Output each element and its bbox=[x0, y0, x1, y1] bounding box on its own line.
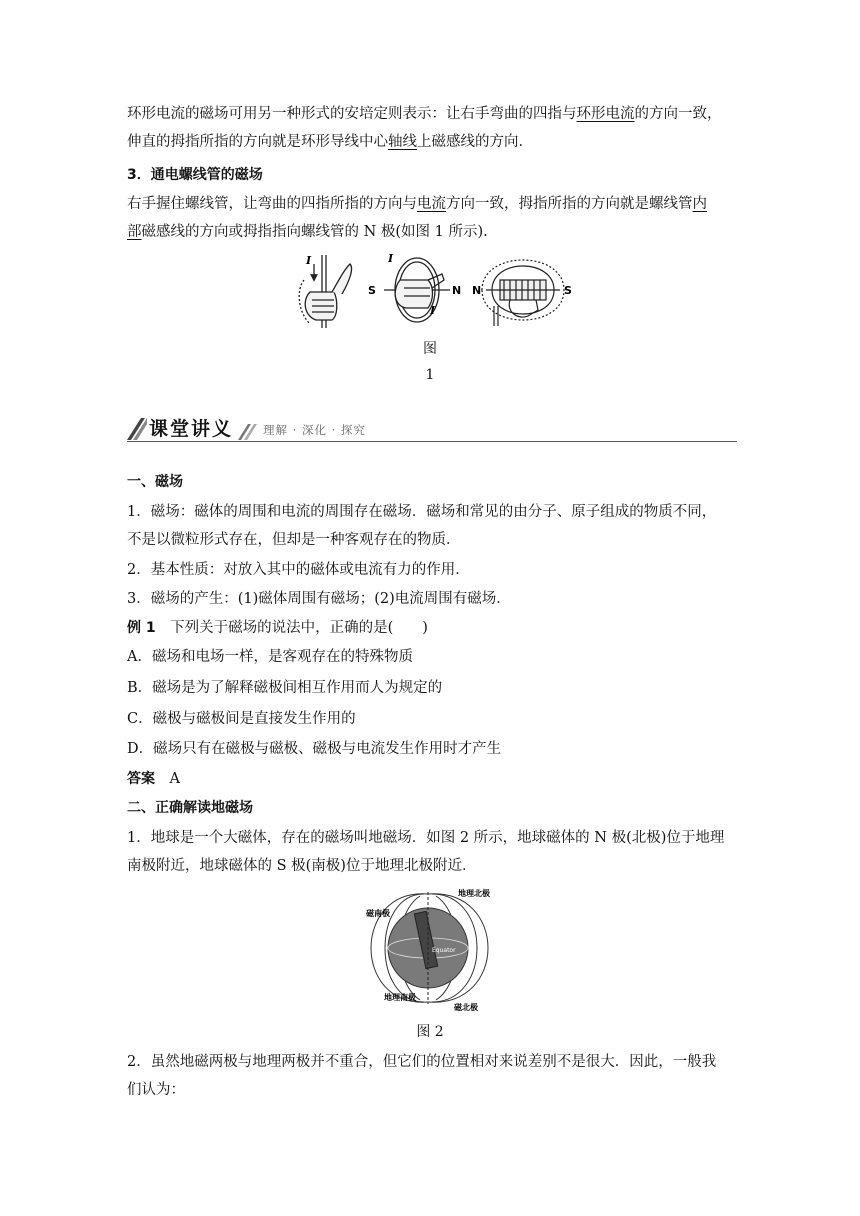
text-run: 的方向一致， bbox=[634, 106, 722, 122]
paragraph bbox=[127, 824, 737, 880]
solenoid-panel bbox=[482, 260, 564, 326]
text-run: 磁感线的方向或拇指指向螺线管的 N 极(如图 1 所示). bbox=[141, 224, 488, 240]
text-line: 南极附近，地球磁体的 S 极(南极)位于地理北极附近． bbox=[127, 858, 477, 874]
underlined-term: 轴线 bbox=[388, 134, 417, 150]
example-label: 例 1 bbox=[127, 620, 156, 636]
equator-label: Equator bbox=[432, 947, 456, 954]
paragraph: 2．基本性质：对放入其中的磁体或电流有力的作用． bbox=[127, 562, 470, 578]
label-geographic-south: 地理南极 bbox=[384, 993, 416, 1002]
section-heading-magnetic-field: 一、磁场 bbox=[127, 474, 183, 490]
text-run: 上磁感线的方向． bbox=[417, 134, 533, 150]
label-geographic-north: 地理北极 bbox=[458, 889, 490, 898]
figure-1-caption-line1: 图 bbox=[423, 341, 437, 357]
banner-title: 课堂讲义 bbox=[149, 418, 234, 440]
section-banner bbox=[127, 414, 737, 442]
current-label: I bbox=[306, 254, 312, 267]
text-line: 1．磁场：磁体的周围和电流的周围存在磁场．磁场和常见的由分子、原子组成的物质不同， bbox=[127, 504, 717, 520]
pole-label-s: S bbox=[368, 284, 376, 297]
option-d: D．磁场只有在磁极与磁极、磁极与电流发生作用时才产生 bbox=[127, 741, 502, 757]
figure-1-right-hand-rule bbox=[292, 250, 582, 330]
banner-subtitle: 理解 · 深化 · 探究 bbox=[263, 423, 366, 437]
text-run: 右手握住螺线管，让弯曲的四指所指的方向与 bbox=[127, 196, 417, 212]
pole-label-n: N bbox=[452, 284, 462, 297]
answer-line bbox=[127, 765, 737, 793]
example-question bbox=[127, 614, 737, 642]
underlined-term: 环形电流 bbox=[576, 106, 635, 122]
text-run: 环形电流的磁场可用另一种形式的安培定则表示：让右手弯曲的四指与 bbox=[127, 106, 577, 122]
option-c: C．磁极与磁极间是直接发生作用的 bbox=[127, 711, 356, 727]
banner-stripes-icon bbox=[127, 418, 147, 440]
label-magnetic-north: 磁北极 bbox=[454, 1003, 478, 1012]
text-line: 们认为： bbox=[127, 1082, 185, 1098]
answer-value: A bbox=[155, 771, 180, 787]
circular-current-paragraph bbox=[127, 100, 737, 156]
answer-label: 答案 bbox=[127, 771, 155, 787]
label-magnetic-south: 磁南极 bbox=[366, 909, 390, 918]
circular-loop-panel bbox=[384, 258, 450, 322]
underlined-term: 电流 bbox=[417, 196, 446, 212]
figure-2-caption: 图 2 bbox=[416, 1024, 444, 1040]
solenoid-paragraph bbox=[127, 190, 737, 246]
banner-rule bbox=[127, 441, 737, 443]
example-text: 下列关于磁场的说法中，正确的是( ) bbox=[155, 620, 428, 636]
text-run: 方向一致，拇指所指的方向就是螺线管 bbox=[446, 196, 693, 212]
text-line: 2．虽然地磁两极与地理两极并不重合，但它们的位置相对来说差别不是很大．因此，一般我 bbox=[127, 1054, 717, 1070]
text-line: 1．地球是一个大磁体，存在的磁场叫地磁场．如图 2 所示，地球磁体的 N 极(北极)位于地理 bbox=[127, 830, 725, 846]
banner-stripes-icon bbox=[238, 424, 258, 440]
text-line: 不是以微粒形式存在，但却是一种客观存在的物质． bbox=[127, 532, 461, 548]
solenoid-heading: 3．通电螺线管的磁场 bbox=[127, 167, 263, 183]
paragraph bbox=[127, 498, 737, 554]
section-heading-geomagnetic: 二、正确解读地磁场 bbox=[127, 800, 253, 816]
paragraph: 3．磁场的产生：(1)磁体周围有磁场；(2)电流周围有磁场． bbox=[127, 591, 511, 607]
text-run: 伸直的拇指所指的方向就是环形导线中心 bbox=[127, 134, 388, 150]
current-label: I bbox=[388, 252, 394, 265]
pole-label-s: S bbox=[564, 284, 572, 297]
underlined-term: 部 bbox=[127, 224, 142, 240]
figure-1-caption-line2: 1 bbox=[425, 367, 435, 383]
pole-label-n: N bbox=[472, 284, 482, 297]
option-b: B．磁场是为了解释磁极间相互作用而人为规定的 bbox=[127, 680, 443, 696]
figure-2-earth-magnetic-field bbox=[362, 884, 502, 1014]
current-label: I bbox=[430, 304, 436, 317]
underlined-term: 内 bbox=[692, 196, 707, 212]
paragraph bbox=[127, 1048, 737, 1104]
option-a: A．磁场和电场一样，是客观存在的特殊物质 bbox=[127, 649, 413, 665]
